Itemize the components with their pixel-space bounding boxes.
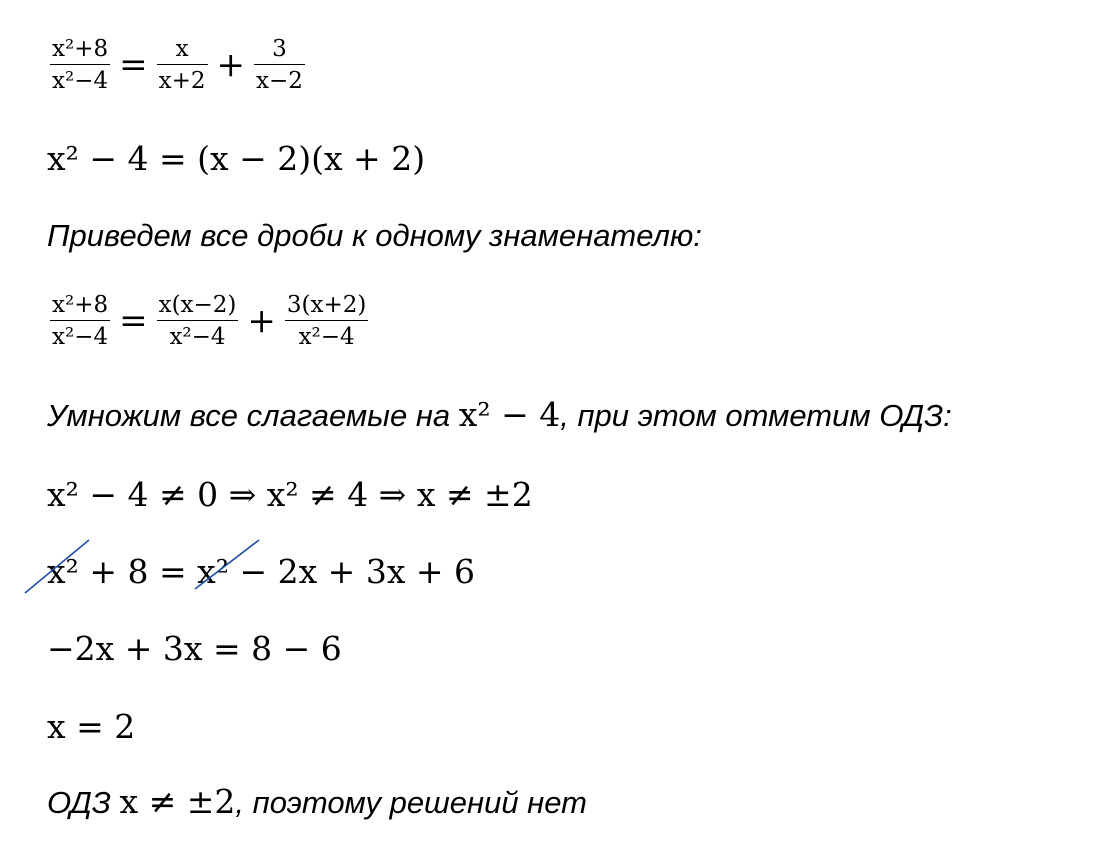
instruction-multiply bbox=[47, 395, 952, 434]
factorization-line: x² − 4 = (x − 2)(x + 2) bbox=[47, 139, 426, 178]
instruction-suffix: , при этом отметим ОДЗ: bbox=[560, 398, 952, 433]
conclusion-suffix: , поэтому решений нет bbox=[235, 785, 587, 820]
fraction-denominator: x²−4 bbox=[52, 68, 109, 95]
equation-original bbox=[47, 36, 308, 95]
equation-common-denominator bbox=[47, 292, 371, 351]
cancelled-term-left: x² bbox=[47, 555, 79, 588]
fraction-denominator: x²−4 bbox=[52, 324, 109, 351]
equation-collected: −2x + 3x = 8 − 6 bbox=[47, 629, 342, 668]
instruction-common-denominator: Приведем все дроби к одному знаменателю: bbox=[47, 218, 702, 253]
instruction-prefix: Умножим все слагаемые на bbox=[47, 398, 459, 433]
equation-multiplied bbox=[47, 552, 476, 591]
equation-middle: + 8 = bbox=[78, 552, 198, 591]
domain-condition: x² − 4 ≠ 0 ⇒ x² ≠ 4 ⇒ x ≠ ±2 bbox=[47, 475, 533, 514]
fraction-denominator: x+2 bbox=[158, 68, 206, 95]
fraction-denominator: x²−4 bbox=[298, 324, 355, 351]
fraction-denominator: x−2 bbox=[256, 68, 303, 95]
equals-sign: = bbox=[119, 301, 148, 342]
plus-sign: + bbox=[247, 301, 276, 342]
fraction-denominator: x²−4 bbox=[169, 324, 226, 351]
conclusion-math: x ≠ ±2 bbox=[119, 782, 236, 821]
strike-line-left bbox=[31, 549, 101, 601]
final-conclusion bbox=[47, 782, 587, 821]
equation-rest: − 2x + 3x + 6 bbox=[228, 552, 476, 591]
fraction-term1 bbox=[157, 36, 208, 95]
strike-line-right bbox=[181, 549, 251, 601]
fraction-numerator: x(x−2) bbox=[158, 292, 237, 318]
cancelled-term-right: x² bbox=[197, 555, 229, 588]
fraction-numerator: 3 bbox=[272, 36, 287, 62]
equals-sign: = bbox=[119, 45, 148, 86]
equation-solution: x = 2 bbox=[47, 707, 136, 746]
fraction-numerator: x²+8 bbox=[52, 36, 109, 62]
fraction-numerator: x²+8 bbox=[52, 292, 109, 318]
fraction-numerator: x bbox=[175, 36, 189, 62]
fraction-term2 bbox=[254, 36, 305, 95]
instruction-math: x² − 4 bbox=[458, 395, 561, 434]
fraction-lhs bbox=[50, 36, 110, 95]
fraction-numerator: 3(x+2) bbox=[286, 292, 367, 318]
fraction-term2 bbox=[285, 292, 368, 351]
fraction-lhs bbox=[50, 292, 110, 351]
conclusion-prefix: ОДЗ bbox=[47, 785, 120, 820]
plus-sign: + bbox=[216, 45, 245, 86]
fraction-term1 bbox=[157, 292, 239, 351]
